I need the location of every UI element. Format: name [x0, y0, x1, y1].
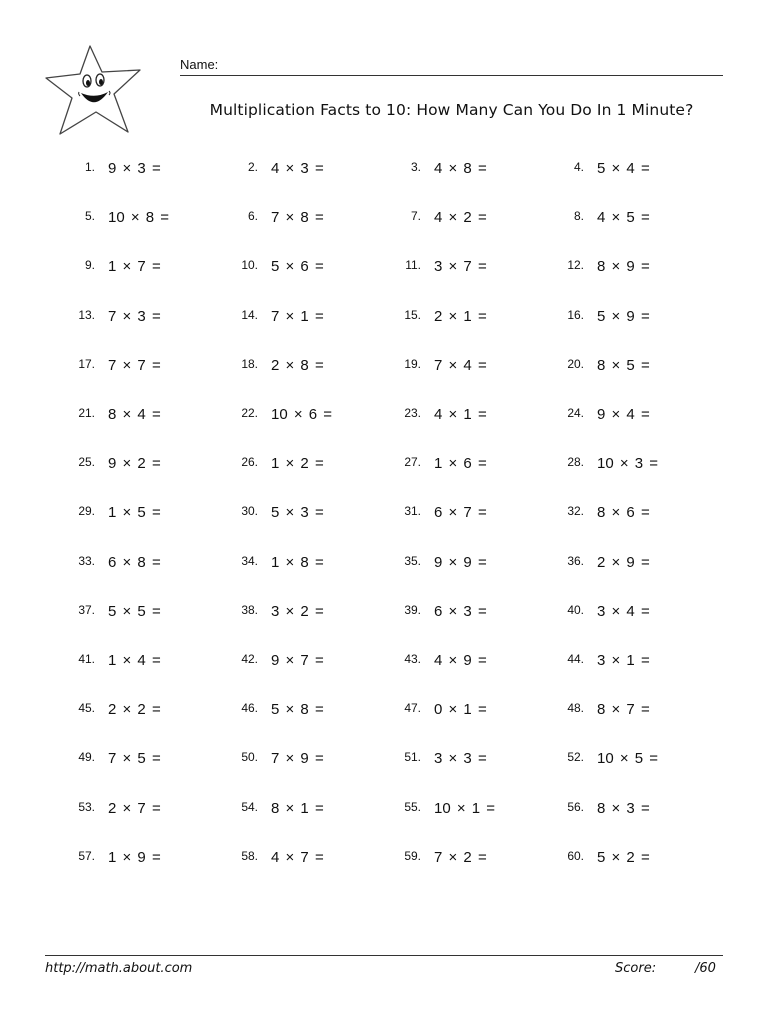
problem-item	[65, 554, 215, 578]
problem-number: 59.	[404, 849, 421, 863]
problem-item	[228, 455, 378, 479]
problem-equation: 1 × 4 =	[108, 652, 161, 669]
problem-item	[554, 258, 704, 282]
problem-item	[554, 160, 704, 184]
problem-item	[554, 652, 704, 676]
problem-number: 46.	[241, 701, 258, 715]
problem-equation: 4 × 3 =	[271, 160, 324, 177]
problem-number: 38.	[241, 603, 258, 617]
problem-number: 54.	[241, 800, 258, 814]
problem-number: 4.	[573, 160, 584, 174]
problem-number: 58.	[241, 849, 258, 863]
problem-equation: 5 × 2 =	[597, 849, 650, 866]
problem-number: 50.	[241, 750, 258, 764]
problem-item	[554, 750, 704, 774]
problem-number: 32.	[567, 504, 584, 518]
problem-number: 40.	[567, 603, 584, 617]
problem-equation: 8 × 5 =	[597, 357, 650, 374]
problem-item	[391, 603, 541, 627]
problem-equation: 2 × 1 =	[434, 308, 487, 325]
problem-equation: 1 × 6 =	[434, 455, 487, 472]
problem-item	[65, 701, 215, 725]
problem-equation: 3 × 2 =	[271, 603, 324, 620]
problem-item	[391, 357, 541, 381]
problem-equation: 7 × 9 =	[271, 750, 324, 767]
problem-number: 30.	[241, 504, 258, 518]
problem-item	[228, 258, 378, 282]
problem-number: 14.	[241, 308, 258, 322]
problem-equation: 1 × 5 =	[108, 504, 161, 521]
problem-equation: 9 × 4 =	[597, 406, 650, 423]
problem-number: 51.	[404, 750, 421, 764]
worksheet-title: Multiplication Facts to 10: How Many Can You Do In 1 Minute?	[209, 101, 694, 119]
problem-number: 24.	[567, 406, 584, 420]
problem-equation: 3 × 1 =	[597, 652, 650, 669]
problem-item	[391, 554, 541, 578]
problem-equation: 5 × 5 =	[108, 603, 161, 620]
problem-number: 42.	[241, 652, 258, 666]
problem-number: 15.	[404, 308, 421, 322]
problem-number: 35.	[404, 554, 421, 568]
problem-number: 1.	[84, 160, 95, 174]
problem-number: 57.	[78, 849, 95, 863]
score-label: Score:	[615, 961, 657, 976]
problem-equation: 8 × 6 =	[597, 504, 650, 521]
problem-item	[554, 849, 704, 873]
problem-item	[228, 357, 378, 381]
problem-equation: 3 × 7 =	[434, 258, 487, 275]
problem-item	[65, 652, 215, 676]
problem-item	[228, 504, 378, 528]
problem-equation: 1 × 2 =	[271, 455, 324, 472]
problem-equation: 9 × 9 =	[434, 554, 487, 571]
problem-number: 34.	[241, 554, 258, 568]
problem-equation: 2 × 8 =	[271, 357, 324, 374]
problem-number: 48.	[567, 701, 584, 715]
problem-equation: 5 × 6 =	[271, 258, 324, 275]
problem-item	[228, 308, 378, 332]
problem-item	[554, 308, 704, 332]
problem-item	[228, 160, 378, 184]
problem-equation: 7 × 4 =	[434, 357, 487, 374]
problem-number: 55.	[404, 800, 421, 814]
problem-item	[228, 800, 378, 824]
problem-equation: 3 × 3 =	[434, 750, 487, 767]
problem-item	[65, 603, 215, 627]
problem-item	[65, 160, 215, 184]
problem-equation: 5 × 9 =	[597, 308, 650, 325]
problem-equation: 5 × 4 =	[597, 160, 650, 177]
problem-item	[65, 357, 215, 381]
problem-item	[65, 800, 215, 824]
problem-item	[554, 603, 704, 627]
problem-equation: 6 × 8 =	[108, 554, 161, 571]
problem-item	[391, 406, 541, 430]
problem-item	[228, 209, 378, 233]
problem-equation: 8 × 9 =	[597, 258, 650, 275]
problem-item	[391, 701, 541, 725]
problem-item	[228, 603, 378, 627]
problem-equation: 9 × 7 =	[271, 652, 324, 669]
problem-number: 41.	[78, 652, 95, 666]
problem-number: 33.	[78, 554, 95, 568]
problem-number: 56.	[567, 800, 584, 814]
problem-item	[228, 701, 378, 725]
problem-equation: 10 × 1 =	[434, 800, 496, 817]
problem-equation: 7 × 8 =	[271, 209, 324, 226]
problem-number: 7.	[410, 209, 421, 223]
problem-equation: 9 × 2 =	[108, 455, 161, 472]
problem-item	[554, 800, 704, 824]
problem-equation: 8 × 1 =	[271, 800, 324, 817]
problem-item	[391, 504, 541, 528]
problem-equation: 4 × 1 =	[434, 406, 487, 423]
problem-equation: 0 × 1 =	[434, 701, 487, 718]
problem-number: 37.	[78, 603, 95, 617]
problem-equation: 4 × 5 =	[597, 209, 650, 226]
problem-number: 49.	[78, 750, 95, 764]
problem-number: 13.	[78, 308, 95, 322]
problem-item	[228, 406, 378, 430]
problem-item	[65, 209, 215, 233]
problem-item	[65, 308, 215, 332]
problem-equation: 2 × 2 =	[108, 701, 161, 718]
problem-equation: 1 × 7 =	[108, 258, 161, 275]
problem-item	[554, 406, 704, 430]
problem-number: 9.	[84, 258, 95, 272]
problem-number: 3.	[410, 160, 421, 174]
problem-number: 27.	[404, 455, 421, 469]
problem-item	[554, 209, 704, 233]
problem-item	[391, 800, 541, 824]
problem-number: 36.	[567, 554, 584, 568]
problem-item	[391, 652, 541, 676]
problem-item	[391, 258, 541, 282]
problem-equation: 7 × 7 =	[108, 357, 161, 374]
problem-number: 45.	[78, 701, 95, 715]
problem-number: 18.	[241, 357, 258, 371]
problem-equation: 10 × 5 =	[597, 750, 659, 767]
problem-item	[391, 308, 541, 332]
problem-equation: 4 × 2 =	[434, 209, 487, 226]
problem-number: 2.	[247, 160, 258, 174]
problem-item	[65, 750, 215, 774]
problem-number: 12.	[567, 258, 584, 272]
problem-item	[228, 652, 378, 676]
problem-number: 28.	[567, 455, 584, 469]
problem-item	[65, 258, 215, 282]
problem-number: 52.	[567, 750, 584, 764]
problem-equation: 4 × 7 =	[271, 849, 324, 866]
problem-item	[391, 455, 541, 479]
problem-item	[554, 554, 704, 578]
footer	[45, 955, 723, 982]
problem-equation: 2 × 7 =	[108, 800, 161, 817]
problem-number: 8.	[573, 209, 584, 223]
problem-equation: 7 × 2 =	[434, 849, 487, 866]
problem-equation: 10 × 6 =	[271, 406, 333, 423]
problem-item	[228, 554, 378, 578]
problem-number: 44.	[567, 652, 584, 666]
problem-number: 43.	[404, 652, 421, 666]
problem-item	[391, 160, 541, 184]
problem-equation: 8 × 7 =	[597, 701, 650, 718]
problem-equation: 2 × 9 =	[597, 554, 650, 571]
problem-number: 16.	[567, 308, 584, 322]
problem-item	[391, 209, 541, 233]
problem-number: 20.	[567, 357, 584, 371]
score-total: /60	[695, 961, 716, 976]
problem-equation: 9 × 3 =	[108, 160, 161, 177]
problem-equation: 10 × 3 =	[597, 455, 659, 472]
problem-number: 23.	[404, 406, 421, 420]
problem-number: 26.	[241, 455, 258, 469]
problem-item	[554, 455, 704, 479]
problem-equation: 4 × 9 =	[434, 652, 487, 669]
problem-number: 10.	[241, 258, 258, 272]
problem-number: 25.	[78, 455, 95, 469]
problem-item	[391, 750, 541, 774]
problem-item	[65, 406, 215, 430]
problem-number: 5.	[84, 209, 95, 223]
problem-equation: 10 × 8 =	[108, 209, 170, 226]
name-label: Name:	[180, 57, 219, 72]
problem-number: 17.	[78, 357, 95, 371]
problem-item	[554, 357, 704, 381]
problem-item	[554, 701, 704, 725]
problem-equation: 5 × 3 =	[271, 504, 324, 521]
problem-number: 53.	[78, 800, 95, 814]
source-url: http://math.about.com	[45, 961, 193, 976]
problem-item	[228, 849, 378, 873]
problem-number: 22.	[241, 406, 258, 420]
problem-number: 11.	[405, 258, 421, 272]
problem-item	[65, 504, 215, 528]
problem-number: 29.	[78, 504, 95, 518]
problem-equation: 8 × 4 =	[108, 406, 161, 423]
problem-item	[65, 455, 215, 479]
problem-equation: 7 × 1 =	[271, 308, 324, 325]
problem-number: 47.	[404, 701, 421, 715]
problem-number: 39.	[404, 603, 421, 617]
problem-equation: 7 × 5 =	[108, 750, 161, 767]
problem-item	[228, 750, 378, 774]
problem-item	[65, 849, 215, 873]
problem-equation: 7 × 3 =	[108, 308, 161, 325]
problem-equation: 6 × 7 =	[434, 504, 487, 521]
problem-number: 19.	[404, 357, 421, 371]
problem-item	[391, 849, 541, 873]
problem-equation: 4 × 8 =	[434, 160, 487, 177]
problem-equation: 6 × 3 =	[434, 603, 487, 620]
problem-number: 60.	[567, 849, 584, 863]
problem-equation: 5 × 8 =	[271, 701, 324, 718]
problem-equation: 3 × 4 =	[597, 603, 650, 620]
problem-equation: 8 × 3 =	[597, 800, 650, 817]
problem-equation: 1 × 9 =	[108, 849, 161, 866]
problem-number: 6.	[247, 209, 258, 223]
problem-equation: 1 × 8 =	[271, 554, 324, 571]
problem-number: 31.	[404, 504, 421, 518]
problem-number: 21.	[78, 406, 95, 420]
problem-item	[554, 504, 704, 528]
